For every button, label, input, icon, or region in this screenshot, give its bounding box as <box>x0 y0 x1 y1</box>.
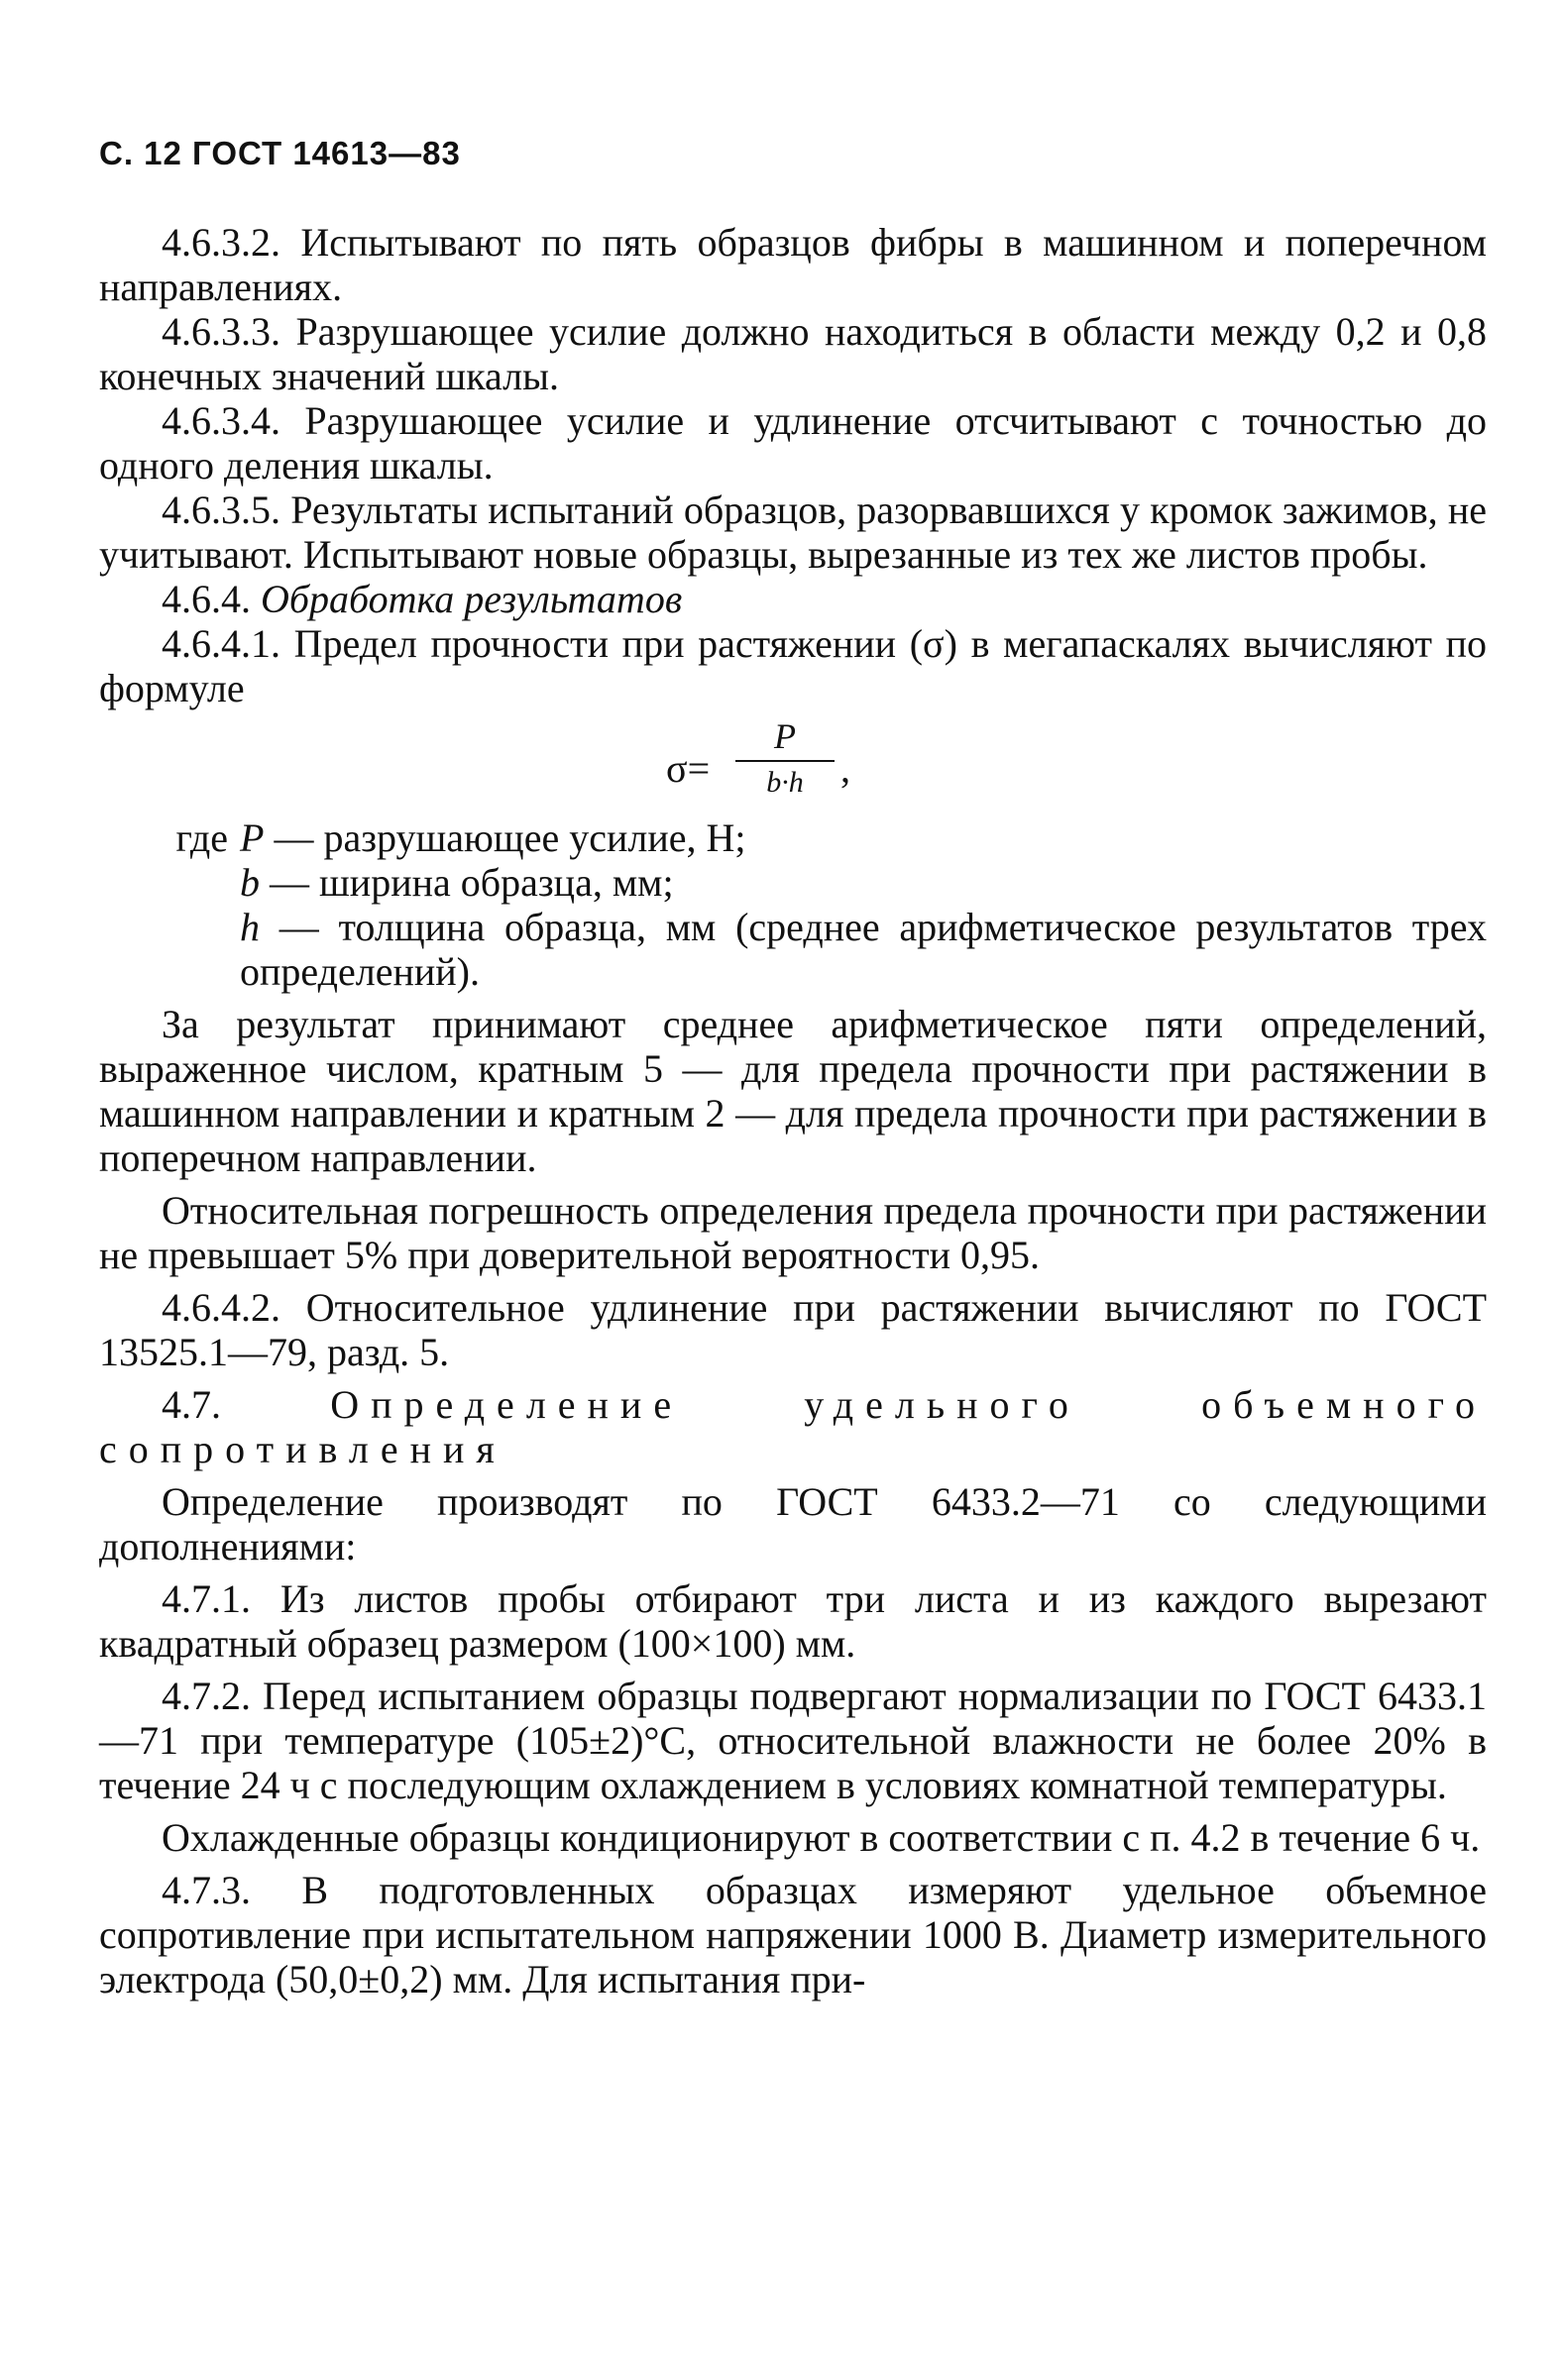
paragraph-4-7-3: 4.7.3. В подготовленных образцах измеряют удельное объемное сопротивление при испытательном напряжении 1000 В. Диаметр измерительного электрода (50,0±0,2) мм. Для испытания при- <box>99 1868 1487 2001</box>
legend-row <box>99 905 1487 994</box>
subsection-4-6-4 <box>99 577 1487 621</box>
legend-symbol: h <box>240 905 260 949</box>
strength-formula <box>99 716 1487 815</box>
paragraph-4-6-3-4: 4.6.3.4. Разрушающее усилие и удлинение отсчитывают с точностью до одного деления шкалы. <box>99 398 1487 487</box>
legend-spacer <box>99 860 240 905</box>
formula-numerator: P <box>774 716 796 756</box>
paragraph-4-6-4-2: 4.6.4.2. Относительное удлинение при растяжении вычисляют по ГОСТ 13525.1—79, разд. 5. <box>99 1285 1487 1374</box>
formula-lhs: σ= <box>666 746 711 791</box>
paragraph-4-6-3-3: 4.6.3.3. Разрушающее усилие должно находиться в области между 0,2 и 0,8 конечных значений шкалы. <box>99 309 1487 398</box>
fraction-bar <box>735 760 835 762</box>
body-text <box>99 220 1487 2001</box>
paragraph-4-7-intro: Определение производят по ГОСТ 6433.2—71 со следующими дополнениями: <box>99 1479 1487 1569</box>
subsection-title: Обработка результатов <box>261 577 683 621</box>
paragraph-4-6-3-5: 4.6.3.5. Результаты испытаний образцов, разорвавшихся у кромок зажимов, не учитывают. Испытывают новые образцы, вырезанные из тех же листов пробы. <box>99 487 1487 577</box>
legend-row <box>99 860 1487 905</box>
section-title: Определение удельного объемного сопротивления <box>99 1382 1487 1471</box>
section-number: 4.7. <box>162 1382 221 1427</box>
legend-spacer <box>99 905 240 994</box>
paragraph-error: Относительная погрешность определения предела прочности при растяжении не превышает 5% при доверительной вероятности 0,95. <box>99 1188 1487 1277</box>
paragraph-4-7-1: 4.7.1. Из листов пробы отбирают три листа и из каждого вырезают квадратный образец размером (100×100) мм. <box>99 1576 1487 1666</box>
section-4-7-heading <box>99 1382 1487 1471</box>
legend-symbol: P <box>240 815 265 860</box>
paragraph-4-6-4-1: 4.6.4.1. Предел прочности при растяжении (σ) в мегапаскалях вычисляют по формуле <box>99 621 1487 710</box>
formula-legend <box>99 815 1487 994</box>
legend-text: — разрушающее усилие, Н; <box>264 815 746 860</box>
running-head: С. 12 ГОСТ 14613—83 <box>99 135 461 171</box>
legend-item <box>240 905 1487 994</box>
legend-row <box>99 815 1487 860</box>
paragraph-4-7-2: 4.7.2. Перед испытанием образцы подвергают нормализации по ГОСТ 6433.1—71 при температуре (105±2)°С, относительной влажности не более 20% в течение 24 ч с последующим охлаждением в условиях комнатной температуры. <box>99 1674 1487 1807</box>
paragraph-result: За результат принимают среднее арифметическое пяти определений, выраженное числом, кратным 5 — для предела прочности при растяжении в машинном направлении и кратным 2 — для предела прочности при растяжении в поперечном направлении. <box>99 1002 1487 1180</box>
formula-fraction <box>735 716 835 800</box>
subsection-number: 4.6.4. <box>162 577 251 621</box>
legend-where: где <box>175 815 228 860</box>
legend-item <box>240 860 1487 905</box>
paragraph-4-6-3-2: 4.6.3.2. Испытывают по пять образцов фибры в машинном и поперечном направлениях. <box>99 220 1487 309</box>
paragraph-cooled: Охлажденные образцы кондиционируют в соответствии с п. 4.2 в течение 6 ч. <box>162 1815 1481 1860</box>
formula-comma: , <box>840 746 850 791</box>
formula-denominator: b·h <box>766 766 804 799</box>
legend-text: — толщина образца, мм (среднее арифметическое результатов трех определений). <box>240 905 1487 994</box>
legend-item <box>240 815 1487 860</box>
legend-symbol: b <box>240 860 260 905</box>
legend-text: — ширина образца, мм; <box>260 860 674 905</box>
